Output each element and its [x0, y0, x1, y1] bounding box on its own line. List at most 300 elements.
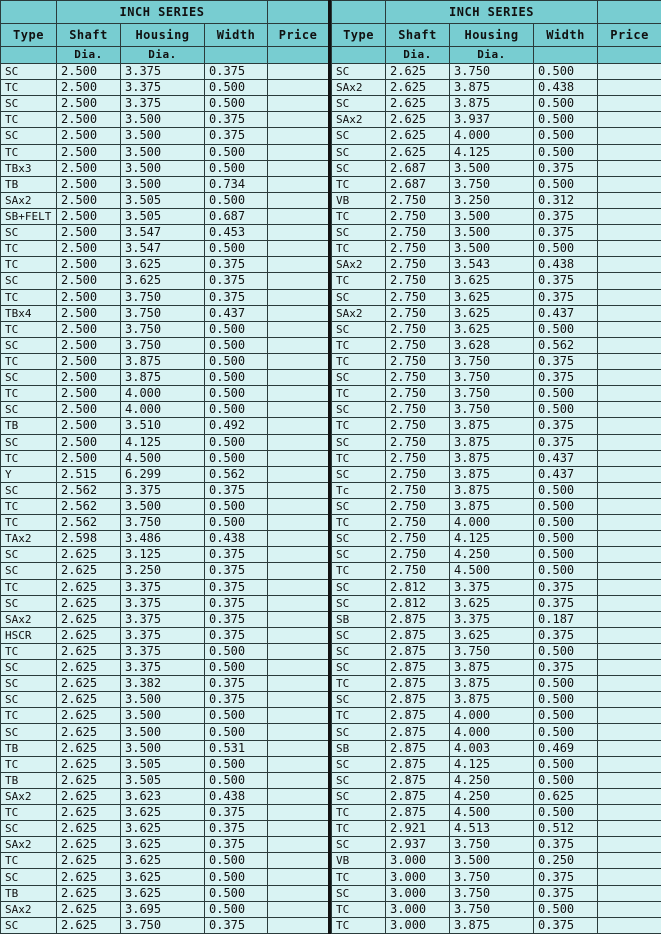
shaft-dia-cell: 2.625	[57, 917, 121, 933]
price-cell	[598, 708, 661, 724]
price-cell	[598, 482, 661, 498]
housing-dia-cell: 3.875	[450, 450, 534, 466]
shaft-dia-cell: 2.500	[57, 289, 121, 305]
table-row	[332, 740, 661, 756]
width-cell: 0.375	[534, 869, 598, 885]
type-cell: SC	[1, 370, 57, 386]
housing-dia-cell: 3.750	[121, 515, 205, 531]
width-cell: 0.500	[205, 498, 268, 514]
shaft-dia-cell: 2.500	[57, 321, 121, 337]
price-cell	[598, 144, 661, 160]
width-cell: 0.375	[534, 160, 598, 176]
price-cell	[598, 370, 661, 386]
type-cell: SAx2	[332, 257, 386, 273]
housing-dia-cell: 4.000	[450, 708, 534, 724]
housing-dia-cell: 3.875	[450, 96, 534, 112]
shaft-dia-cell: 2.875	[386, 724, 450, 740]
type-cell: TC	[332, 515, 386, 531]
width-cell: 0.375	[205, 821, 268, 837]
type-cell: TC	[1, 80, 57, 96]
type-cell: TC	[332, 353, 386, 369]
price-cell	[268, 225, 330, 241]
table-row	[1, 450, 330, 466]
type-cell: SC	[332, 128, 386, 144]
price-cell	[598, 531, 661, 547]
price-cell	[268, 740, 330, 756]
shaft-dia-cell: 2.625	[57, 547, 121, 563]
price-cell	[268, 627, 330, 643]
width-cell: 0.562	[534, 337, 598, 353]
table-row	[1, 724, 330, 740]
housing-dia-cell: 3.500	[121, 160, 205, 176]
table-row	[332, 498, 661, 514]
width-cell: 0.500	[534, 482, 598, 498]
width-cell: 0.250	[534, 853, 598, 869]
housing-dia-cell: 3.486	[121, 531, 205, 547]
shaft-dia-cell: 2.875	[386, 611, 450, 627]
table-row	[332, 192, 661, 208]
table-row	[332, 515, 661, 531]
table-row	[1, 740, 330, 756]
housing-dia-cell: 3.500	[121, 692, 205, 708]
shaft-dia-cell: 2.875	[386, 788, 450, 804]
shaft-dia-cell: 2.500	[57, 176, 121, 192]
width-cell: 0.500	[534, 772, 598, 788]
table-row	[332, 869, 661, 885]
housing-dia-cell: 3.625	[121, 257, 205, 273]
width-cell: 0.500	[205, 160, 268, 176]
type-cell: SC	[1, 128, 57, 144]
type-cell: SC	[332, 402, 386, 418]
housing-dia-cell: 3.875	[450, 434, 534, 450]
table-row	[1, 643, 330, 659]
type-cell: TAx2	[1, 531, 57, 547]
width-cell: 0.187	[534, 611, 598, 627]
housing-dia-cell: 3.500	[450, 160, 534, 176]
shaft-dia-cell: 2.750	[386, 402, 450, 418]
housing-dia-cell: 3.375	[121, 96, 205, 112]
housing-dia-cell: 3.510	[121, 418, 205, 434]
housing-dia-cell: 4.125	[450, 531, 534, 547]
shaft-dia-cell: 2.875	[386, 740, 450, 756]
width-cell: 0.500	[534, 805, 598, 821]
type-cell: SC	[332, 225, 386, 241]
type-cell: SC	[332, 547, 386, 563]
type-cell: SC	[332, 579, 386, 595]
housing-dia-cell: 3.750	[121, 305, 205, 321]
price-cell	[268, 563, 330, 579]
price-cell	[268, 756, 330, 772]
width-cell: 0.500	[534, 402, 598, 418]
table-row	[332, 96, 661, 112]
width-cell: 0.500	[205, 515, 268, 531]
type-cell: TC	[1, 579, 57, 595]
shaft-dia-cell: 2.500	[57, 450, 121, 466]
price-cell	[268, 160, 330, 176]
type-cell: TC	[1, 805, 57, 821]
price-cell	[598, 192, 661, 208]
shaft-dia-cell: 2.750	[386, 418, 450, 434]
price-cell	[268, 885, 330, 901]
price-cell	[268, 337, 330, 353]
table-row	[1, 531, 330, 547]
right-header-empty-cell	[598, 47, 661, 64]
width-cell: 0.500	[534, 901, 598, 917]
width-cell: 0.375	[534, 917, 598, 933]
housing-dia-cell: 3.750	[121, 289, 205, 305]
width-cell: 0.375	[534, 579, 598, 595]
type-cell: SC	[1, 64, 57, 80]
type-cell: TC	[332, 901, 386, 917]
housing-dia-cell: 3.500	[121, 498, 205, 514]
price-cell	[598, 64, 661, 80]
price-cell	[598, 515, 661, 531]
width-cell: 0.500	[534, 128, 598, 144]
width-cell: 0.469	[534, 740, 598, 756]
housing-dia-cell: 3.375	[121, 627, 205, 643]
housing-dia-cell: 3.505	[121, 192, 205, 208]
price-cell	[268, 112, 330, 128]
price-cell	[268, 708, 330, 724]
housing-dia-cell: 3.375	[450, 611, 534, 627]
type-cell: TC	[332, 386, 386, 402]
width-cell: 0.500	[534, 498, 598, 514]
shaft-dia-cell: 2.500	[57, 273, 121, 289]
type-cell: TC	[1, 321, 57, 337]
type-cell: SC	[1, 869, 57, 885]
housing-dia-cell: 3.875	[450, 660, 534, 676]
table-row	[1, 756, 330, 772]
shaft-dia-cell: 2.875	[386, 756, 450, 772]
type-cell: SC	[1, 724, 57, 740]
price-cell	[598, 353, 661, 369]
table-row	[332, 257, 661, 273]
price-cell	[268, 273, 330, 289]
price-cell	[268, 724, 330, 740]
table-row	[1, 96, 330, 112]
price-cell	[268, 837, 330, 853]
price-cell	[598, 643, 661, 659]
type-cell: SC	[332, 531, 386, 547]
price-cell	[598, 225, 661, 241]
shaft-dia-cell: 2.812	[386, 595, 450, 611]
table-row	[332, 466, 661, 482]
price-cell	[598, 660, 661, 676]
width-cell: 0.500	[534, 724, 598, 740]
type-cell: SC	[332, 756, 386, 772]
price-cell	[598, 579, 661, 595]
shaft-dia-cell: 2.625	[386, 64, 450, 80]
table-row	[1, 515, 330, 531]
table-row	[332, 128, 661, 144]
table-row	[332, 370, 661, 386]
housing-dia-cell: 3.625	[121, 273, 205, 289]
price-cell	[598, 756, 661, 772]
housing-dia-cell: 3.505	[121, 208, 205, 224]
table-row	[1, 64, 330, 80]
width-cell: 0.453	[205, 225, 268, 241]
housing-dia-cell: 3.937	[450, 112, 534, 128]
right-series-title: INCH SERIES	[386, 1, 598, 24]
price-cell	[598, 160, 661, 176]
housing-dia-cell: 3.375	[121, 595, 205, 611]
right-header-empty-cell	[332, 47, 386, 64]
shaft-dia-cell: 2.500	[57, 402, 121, 418]
price-cell	[598, 917, 661, 933]
table-row	[332, 772, 661, 788]
table-row	[1, 144, 330, 160]
housing-dia-cell: 3.250	[450, 192, 534, 208]
type-cell: SC	[332, 144, 386, 160]
housing-dia-cell: 3.750	[450, 370, 534, 386]
housing-dia-cell: 3.750	[450, 176, 534, 192]
width-cell: 0.375	[205, 676, 268, 692]
width-cell: 0.625	[534, 788, 598, 804]
price-cell	[598, 450, 661, 466]
housing-dia-cell: 3.875	[450, 80, 534, 96]
table-row	[1, 579, 330, 595]
housing-dia-cell: 3.375	[121, 482, 205, 498]
type-cell: TC	[332, 563, 386, 579]
shaft-dia-cell: 2.875	[386, 772, 450, 788]
price-cell	[598, 337, 661, 353]
type-cell: SC	[1, 482, 57, 498]
table-row	[1, 160, 330, 176]
type-cell: SC	[1, 676, 57, 692]
housing-dia-cell: 3.543	[450, 257, 534, 273]
shaft-dia-cell: 2.562	[57, 498, 121, 514]
type-cell: SC	[332, 837, 386, 853]
shaft-dia-cell: 2.750	[386, 305, 450, 321]
shaft-dia-cell: 2.500	[57, 160, 121, 176]
housing-dia-cell: 4.003	[450, 740, 534, 756]
width-cell: 0.500	[205, 96, 268, 112]
width-cell: 0.500	[534, 563, 598, 579]
price-cell	[268, 643, 330, 659]
housing-dia-cell: 3.375	[121, 660, 205, 676]
type-cell: SC	[1, 96, 57, 112]
table-row	[332, 885, 661, 901]
shaft-dia-cell: 2.750	[386, 563, 450, 579]
table-row	[1, 805, 330, 821]
shaft-dia-cell: 3.000	[386, 901, 450, 917]
housing-dia-cell: 3.500	[450, 853, 534, 869]
shaft-dia-cell: 2.625	[57, 772, 121, 788]
price-cell	[268, 128, 330, 144]
shaft-dia-cell: 2.750	[386, 321, 450, 337]
price-cell	[268, 386, 330, 402]
price-cell	[268, 241, 330, 257]
price-cell	[268, 418, 330, 434]
shaft-dia-cell: 2.500	[57, 64, 121, 80]
table-row	[332, 917, 661, 933]
price-cell	[598, 96, 661, 112]
shaft-dia-cell: 2.515	[57, 466, 121, 482]
table-row	[1, 692, 330, 708]
type-cell: Tc	[332, 482, 386, 498]
width-cell: 0.500	[205, 321, 268, 337]
table-row	[1, 225, 330, 241]
table-row	[1, 547, 330, 563]
type-cell: SC	[1, 917, 57, 933]
width-cell: 0.500	[205, 241, 268, 257]
price-cell	[268, 692, 330, 708]
table-row	[332, 402, 661, 418]
housing-dia-cell: 3.625	[450, 321, 534, 337]
price-cell	[268, 547, 330, 563]
shaft-dia-cell: 2.750	[386, 482, 450, 498]
width-cell: 0.375	[205, 692, 268, 708]
table-row	[332, 241, 661, 257]
table-row	[1, 611, 330, 627]
width-cell: 0.437	[534, 450, 598, 466]
shaft-dia-cell: 2.750	[386, 466, 450, 482]
type-cell: SC	[1, 595, 57, 611]
price-cell	[598, 289, 661, 305]
right-header-row-3	[332, 47, 661, 64]
table-row	[1, 466, 330, 482]
price-cell	[268, 595, 330, 611]
type-cell: SC	[1, 273, 57, 289]
housing-dia-cell: 3.500	[121, 128, 205, 144]
type-cell: TC	[1, 257, 57, 273]
shaft-dia-cell: 2.625	[57, 563, 121, 579]
width-cell: 0.375	[205, 579, 268, 595]
shaft-dia-cell: 2.625	[386, 96, 450, 112]
housing-dia-cell: 3.625	[121, 869, 205, 885]
left-header-row-3	[1, 47, 330, 64]
type-cell: SC	[1, 402, 57, 418]
table-row	[1, 885, 330, 901]
housing-dia-cell: 3.875	[450, 418, 534, 434]
price-cell	[598, 498, 661, 514]
width-cell: 0.437	[534, 466, 598, 482]
price-cell	[598, 305, 661, 321]
shaft-dia-cell: 2.750	[386, 337, 450, 353]
table-row	[332, 321, 661, 337]
type-cell: SAx2	[1, 788, 57, 804]
price-cell	[268, 869, 330, 885]
type-cell: TC	[332, 917, 386, 933]
width-cell: 0.500	[534, 756, 598, 772]
housing-dia-cell: 3.500	[121, 112, 205, 128]
shaft-dia-cell: 2.921	[386, 821, 450, 837]
width-cell: 0.500	[205, 772, 268, 788]
width-cell: 0.375	[534, 289, 598, 305]
type-cell: SB	[332, 611, 386, 627]
type-cell: SC	[332, 96, 386, 112]
width-cell: 0.438	[205, 788, 268, 804]
width-cell: 0.500	[534, 386, 598, 402]
housing-dia-cell: 3.375	[121, 611, 205, 627]
table-row	[1, 402, 330, 418]
width-cell: 0.500	[534, 321, 598, 337]
table-row	[1, 337, 330, 353]
shaft-dia-cell: 3.000	[386, 917, 450, 933]
table-row	[1, 837, 330, 853]
type-cell: TB	[1, 418, 57, 434]
shaft-dia-cell: 2.500	[57, 434, 121, 450]
price-cell	[268, 788, 330, 804]
price-cell	[598, 627, 661, 643]
width-cell: 0.500	[205, 756, 268, 772]
left-series-title: INCH SERIES	[57, 1, 268, 24]
shaft-dia-cell: 2.750	[386, 192, 450, 208]
width-cell: 0.438	[534, 80, 598, 96]
price-cell	[598, 563, 661, 579]
type-cell: TC	[1, 386, 57, 402]
price-cell	[268, 917, 330, 933]
type-cell: SC	[332, 466, 386, 482]
left-col-housing: Housing	[121, 24, 205, 47]
price-cell	[598, 692, 661, 708]
left-col-shaft: Shaft	[57, 24, 121, 47]
width-cell: 0.375	[534, 418, 598, 434]
housing-dia-cell: 4.500	[121, 450, 205, 466]
width-cell: 0.500	[534, 692, 598, 708]
shaft-dia-cell: 2.500	[57, 386, 121, 402]
type-cell: SC	[332, 498, 386, 514]
shaft-dia-cell: 2.625	[57, 805, 121, 821]
type-cell: TC	[1, 643, 57, 659]
type-cell: SC	[1, 225, 57, 241]
housing-dia-cell: 3.750	[121, 917, 205, 933]
housing-dia-cell: 3.750	[450, 386, 534, 402]
table-row	[332, 627, 661, 643]
price-cell	[268, 208, 330, 224]
type-cell: SAx2	[332, 112, 386, 128]
width-cell: 0.500	[205, 724, 268, 740]
price-cell	[598, 321, 661, 337]
width-cell: 0.500	[205, 660, 268, 676]
type-cell: SAx2	[1, 837, 57, 853]
housing-dia-cell: 3.750	[450, 837, 534, 853]
type-cell: TC	[332, 676, 386, 692]
table-row	[1, 434, 330, 450]
shaft-dia-cell: 2.625	[57, 756, 121, 772]
width-cell: 0.437	[534, 305, 598, 321]
shaft-dia-cell: 2.875	[386, 708, 450, 724]
table-row	[332, 805, 661, 821]
type-cell: SC	[332, 434, 386, 450]
shaft-dia-cell: 2.812	[386, 579, 450, 595]
width-cell: 0.500	[205, 853, 268, 869]
price-cell	[268, 257, 330, 273]
right-col-shaft: Shaft	[386, 24, 450, 47]
left-col-housing-sub: Dia.	[121, 47, 205, 64]
type-cell: SC	[1, 563, 57, 579]
shaft-dia-cell: 2.750	[386, 273, 450, 289]
housing-dia-cell: 4.000	[121, 386, 205, 402]
price-cell	[268, 144, 330, 160]
right-header-row-1	[332, 1, 661, 24]
table-row	[332, 208, 661, 224]
width-cell: 0.531	[205, 740, 268, 756]
price-cell	[598, 257, 661, 273]
table-row	[332, 273, 661, 289]
table-row	[1, 305, 330, 321]
price-cell	[268, 498, 330, 514]
price-cell	[268, 676, 330, 692]
table-row	[1, 176, 330, 192]
housing-dia-cell: 3.500	[121, 176, 205, 192]
width-cell: 0.500	[534, 676, 598, 692]
shaft-dia-cell: 2.500	[57, 418, 121, 434]
width-cell: 0.375	[534, 273, 598, 289]
price-cell	[268, 321, 330, 337]
left-header-row-2	[1, 24, 330, 47]
type-cell: TC	[332, 241, 386, 257]
